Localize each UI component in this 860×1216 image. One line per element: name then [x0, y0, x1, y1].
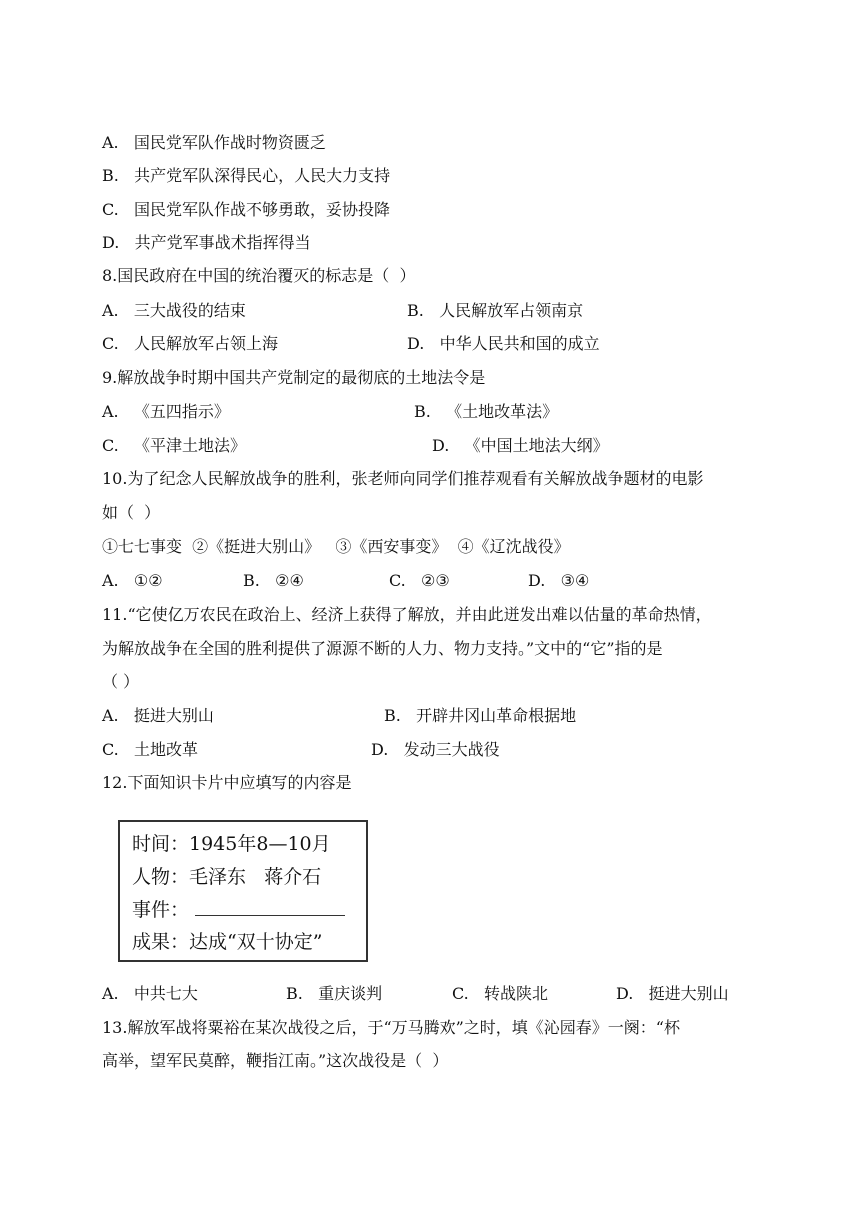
q10-option-b: B. ②④	[243, 571, 304, 590]
q10-items: ①七七事变 ②《挺进大别山》 ③《西安事变》 ④《辽沈战役》	[102, 537, 570, 556]
q12-option-d: D. 挺进大别山	[616, 984, 729, 1003]
q11-option-c: C. 土地改革	[102, 740, 199, 759]
q11-stem-line1: 11.“它使亿万农民在政治上、经济上获得了解放，并由此迸发出难以估量的革命热情，	[102, 605, 712, 624]
card-event-blank	[195, 899, 345, 916]
card-event-label: 事件：	[132, 899, 190, 921]
q7-option-b: B. 共产党军队深得民心，人民大力支持	[102, 166, 391, 185]
q8-option-d: D. 中华人民共和国的成立	[407, 334, 600, 353]
q8-option-b: B. 人民解放军占领南京	[407, 301, 584, 320]
q7-option-c: C. 国民党军队作战不够勇敢，妥协投降	[102, 200, 391, 219]
q12-stem: 12.下面知识卡片中应填写的内容是	[102, 773, 352, 792]
q10-option-d: D. ③④	[528, 571, 590, 590]
q8-option-c: C. 人民解放军占领上海	[102, 334, 279, 353]
q11-option-b: B. 开辟井冈山革命根据地	[384, 706, 577, 725]
q11-option-d: D. 发动三大战役	[371, 740, 500, 759]
card-result: 成果：达成“双十协定”	[132, 931, 323, 953]
q11-option-a: A. 挺进大别山	[102, 706, 214, 725]
q10-stem-line2: 如（ ）	[102, 503, 161, 522]
q10-option-a: A. ①②	[102, 571, 163, 590]
q13-stem-line2: 高举，望军民莫醉，鞭指江南。”这次战役是（ ）	[102, 1051, 449, 1070]
q9-option-d: D. 《中国土地法大纲》	[432, 436, 609, 455]
q11-stem-line3: （ ）	[102, 672, 140, 691]
q11-stem-line2: 为解放战争在全国的胜利提供了源源不断的人力、物力支持。”文中的“它”指的是	[102, 639, 663, 658]
q10-stem-line1: 10.为了纪念人民解放战争的胜利，张老师向同学们推荐观看有关解放战争题材的电影	[102, 469, 704, 488]
q9-option-b: B. 《土地改革法》	[414, 402, 559, 421]
q12-option-c: C. 转战陕北	[452, 984, 549, 1003]
q9-stem: 9.解放战争时期中国共产党制定的最彻底的土地法令是	[102, 368, 486, 387]
q8-option-a: A. 三大战役的结束	[102, 301, 246, 320]
q13-stem-line1: 13.解放军战将粟裕在某次战役之后，于“万马腾欢”之时，填《沁园春》一阕：“杯	[102, 1018, 680, 1037]
knowledge-card	[118, 820, 368, 962]
q7-option-a: A. 国民党军队作战时物资匮乏	[102, 133, 326, 152]
q9-option-c: C. 《平津土地法》	[102, 436, 247, 455]
q12-option-b: B. 重庆谈判	[286, 984, 383, 1003]
card-time: 时间：1945年8—10月	[132, 833, 331, 855]
q8-stem: 8.国民政府在中国的统治覆灭的标志是（ ）	[102, 266, 416, 285]
q12-option-a: A. 中共七大	[102, 984, 198, 1003]
q9-option-a: A. 《五四指示》	[102, 402, 230, 421]
card-people: 人物：毛泽东 蒋介石	[132, 866, 322, 888]
card-event-row	[132, 898, 345, 922]
q7-option-d: D. 共产党军事战术指挥得当	[102, 233, 311, 252]
q10-option-c: C. ②③	[389, 571, 450, 590]
